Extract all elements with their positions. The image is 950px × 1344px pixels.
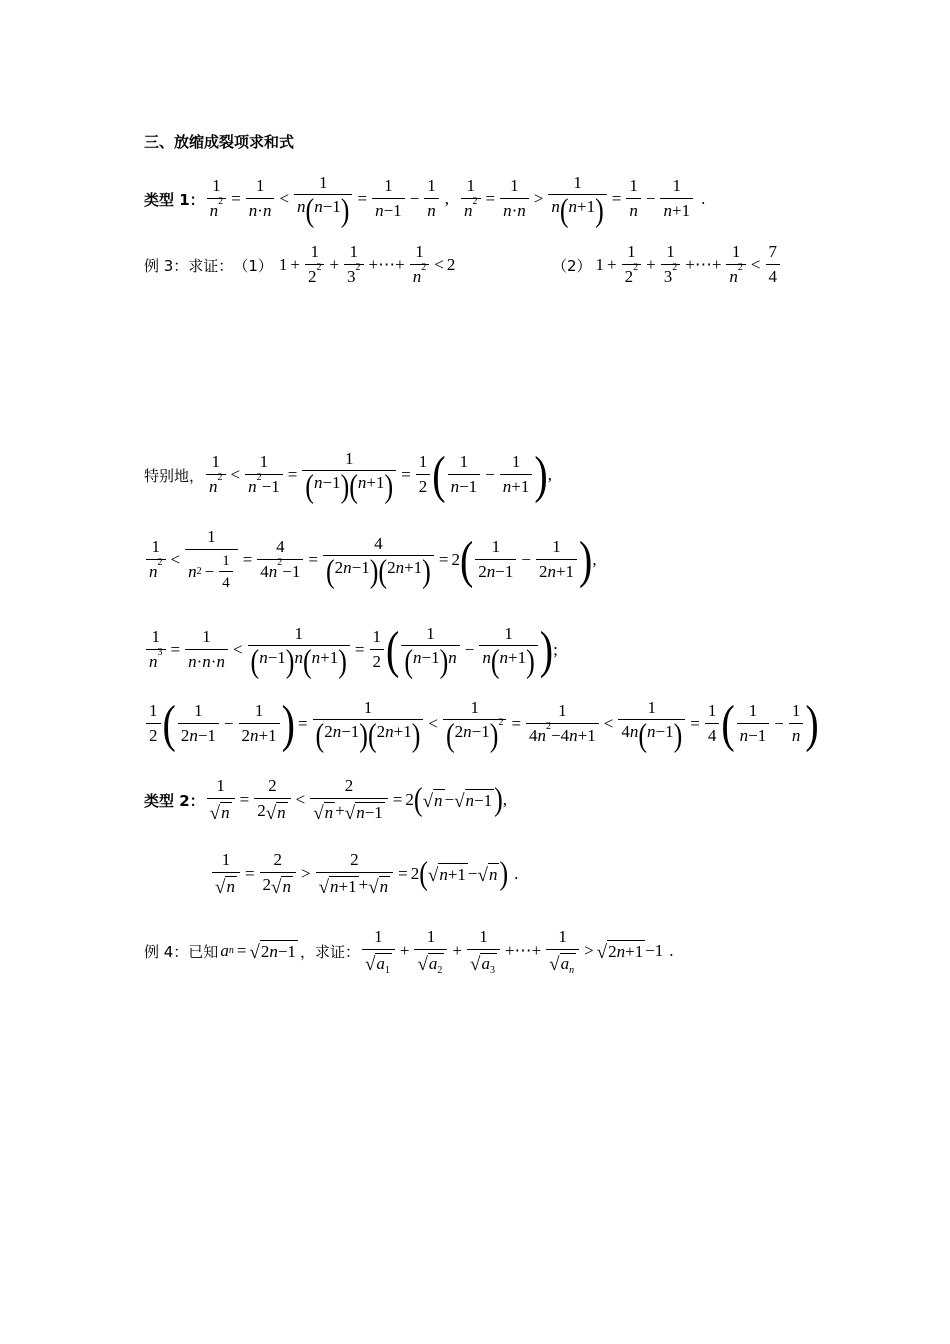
example3-part2: （2）	[552, 256, 592, 275]
special-case-2: 1 n 2 < 1 n 2 − $\frac{1}{4}$ = 4 4 n 2 −1 = 4 ( 2 n −1 ) ( 2 n +1 ) = 2 ( 1 2 n −1 − 1 2 n +1 ) ,	[144, 524, 597, 596]
example3-part1: （1）	[233, 256, 273, 275]
special-case-4: $\frac{1}{2}$ ( 1 2 n −1 − 1 2 n +1 ) = 1 ( 2 n −1 ) ( 2 n +1 ) < 1 ( 2 n −1 ) 2 = 1 4 n 2 −4 n +1 < 1 4 n ( n −1 ) = $\frac{1}{4}$ ( 1 n −1 − $\frac{1}{n}$ )	[144, 696, 819, 752]
type2-label: 类型 2：	[144, 791, 205, 810]
special-case-3: 1 n 3 = 1 n · n · n < 1 ( n −1 ) n ( n +1 ) = $\frac{1}{2}$ ( 1 ( n −1 ) n − 1 n ( n +1 ) ) ;	[144, 622, 558, 678]
type1-label: 类型 1：	[144, 190, 205, 209]
example4: 例 4：已知 a n = √ 2n−1 ，求证： 1 √ $a_1$ + 1 √ $a_2$ + 1 √ $a_3$ +⋯+ 1 √ $a_n$ > √ 2n+1 −1 .	[144, 927, 674, 976]
example3-second: （2） 1 + 1 2 2 + 1 3 2 +⋯+ 1 n 2 < $\frac{7}{4}$	[552, 242, 782, 288]
example4-prove: ，求证：	[299, 942, 360, 961]
example3-prefix: 例 3：求证：	[144, 256, 234, 275]
example4-prefix: 例 4：已知	[144, 942, 219, 961]
type2-formula-1: 类型 2： 1 √ n = 2 2 √ n < 2 √ n + √ n−1 = 2 ( √ n − √ n−1 ) ,	[144, 776, 508, 824]
type2-formula-2: 1 √ n = 2 2 √ n > 2 √ n+1 + √ n = 2 ( √ n+1 − √ n ) .	[210, 848, 518, 900]
example3: 例 3：求证： （1） 1 + 1 2 2 + 1 3 2 +⋯+ 1 n 2 < 2	[144, 242, 456, 286]
type1-formula: 类型 1： 1 n 2 = 1 n · n < 1 n ( n −1 ) = 1 n −1 − $\frac{1}{n}$ , 1 n 2 = 1 n · n > 1 n ( n +1 ) = $\frac{1}{n}$ − 1 n +1 .	[144, 172, 706, 229]
special-label: 特别地，	[144, 466, 205, 485]
section-title: 三、放缩成裂项求和式	[144, 133, 295, 151]
special-case-1: 特别地， 1 n 2 < 1 n 2 −1 = 1 ( n −1 ) ( n +1 ) = $\frac{1}{2}$ ( 1 n −1 − 1 n +1 ) ,	[144, 445, 552, 505]
